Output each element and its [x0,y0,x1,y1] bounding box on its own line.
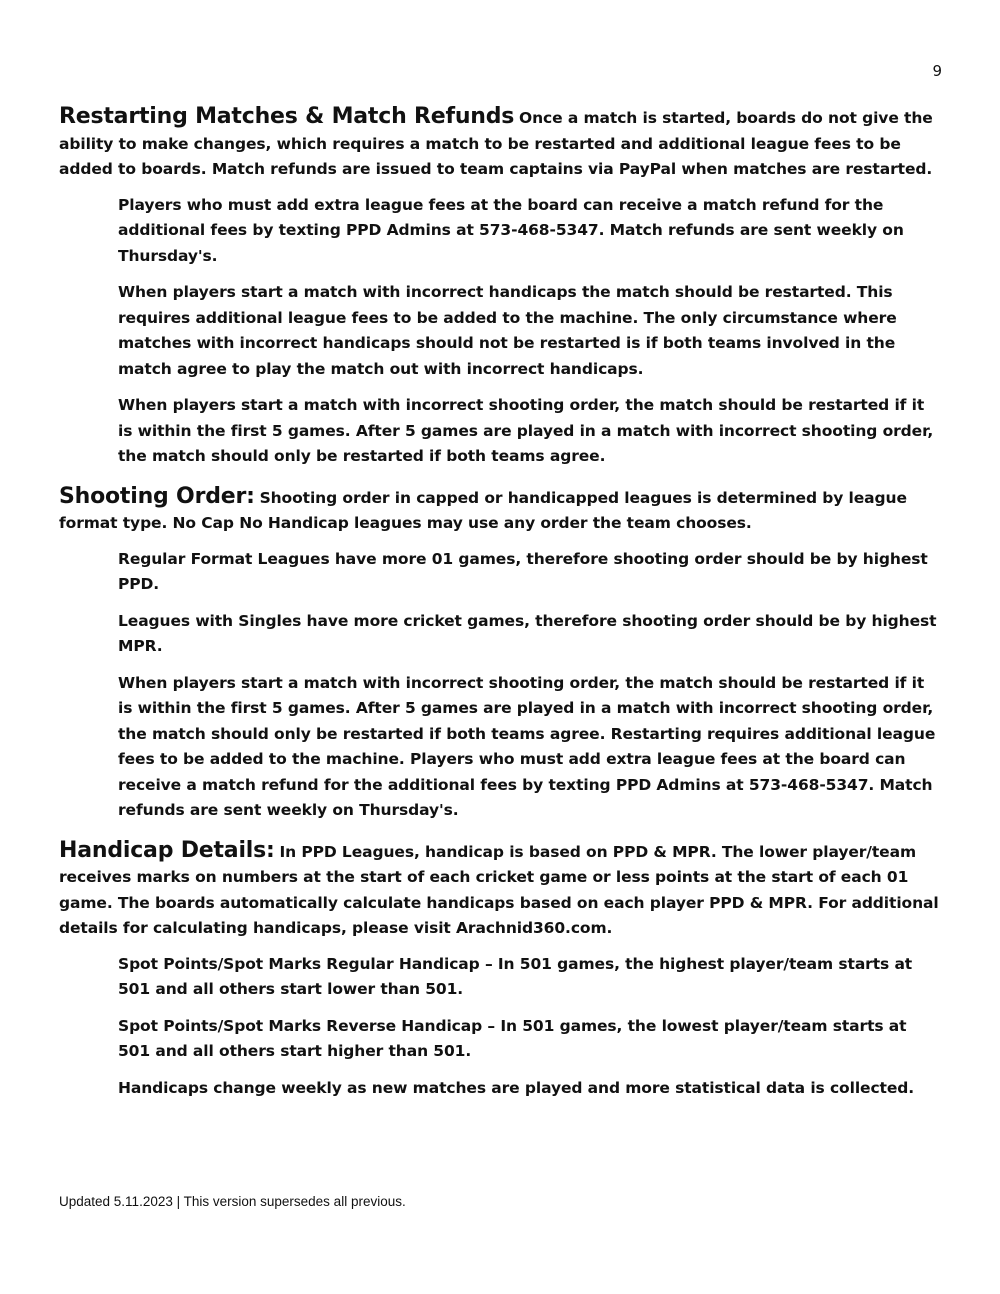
paragraph: Handicaps change weekly as new matches are played and more statistical data is collected. [118,1078,915,1097]
paragraph: When players start a match with incorrect handicaps the match should be restarted. This requires additional league fees to be added to the machine. The only circumstance where matches with incorrect handicaps should not be restarted is if both teams involved in the match agree to play the match out with incorrect handicaps. [118,283,897,378]
paragraph: When players start a match with incorrect shooting order, the match should be restarted if it is within the first 5 games. After 5 games are played in a match with incorrect shooting order, the match should only be restarted if both teams agree. [118,396,934,465]
footer-text: Updated 5.11.2023 | This version supersedes all previous. [59,1194,406,1209]
section-lead-text: Shooting order in capped or handicapped leagues is determined by league format type. No Cap No Handicap leagues may use any order the team chooses. [59,488,907,532]
page-number: 9 [932,62,942,80]
paragraph: When players start a match with incorrect shooting order, the match should be restarted if it is within the first 5 games. After 5 games are played in a match with incorrect shooting order, the match should only be restarted if both teams agree. Restarting requires additional league fees to be added to the machine. Players who must add extra league fees at the board can receive a match refund for the additional fees by texting PPD Admins at 573-468-5347. Match refunds are sent weekly on Thursday's. [118,673,936,819]
section-handicap-details [59,838,943,1102]
section-shooting-order [59,484,943,824]
paragraph: Players who must add extra league fees at the board can receive a match refund for the additional fees by texting PPD Admins at 573-468-5347. Match refunds are sent weekly on Thursday's. [118,195,904,265]
section-heading: Shooting Order: [59,483,255,509]
section-intro [59,838,943,942]
section-heading: Handicap Details: [59,837,275,863]
paragraph: Regular Format Leagues have more 01 games, therefore shooting order should be by highest PPD. [118,549,928,593]
section-heading: Restarting Matches & Match Refunds [59,104,515,129]
section-lead-text: In PPD Leagues, handicap is based on PPD & MPR. The lower player/team receives marks on numbers at the start of each cricket game or less points at the start of each 01 game. The boards automatically calculate handicaps based on each player PPD & MPR. For additional details for calculating handicaps, please visit Arachnid360.com. [59,842,939,937]
paragraph: Spot Points/Spot Marks Reverse Handicap – In 501 games, the lowest player/team starts at 501 and all others start higher than 501. [118,1016,907,1060]
section-intro [59,104,943,183]
document-body [59,104,943,1115]
paragraph: Spot Points/Spot Marks Regular Handicap – In 501 games, the highest player/team starts at 501 and all others start lower than 501. [118,954,913,998]
paragraph: Leagues with Singles have more cricket games, therefore shooting order should be by highest MPR. [118,611,937,655]
section-restarting-matches [59,104,943,470]
section-intro [59,484,943,537]
section-lead-text: Once a match is started, boards do not give the ability to make changes, which requires a match to be restarted and additional league fees to be added to boards. Match refunds are issued to team captains via PayPal when matches are restarted. [59,109,933,178]
